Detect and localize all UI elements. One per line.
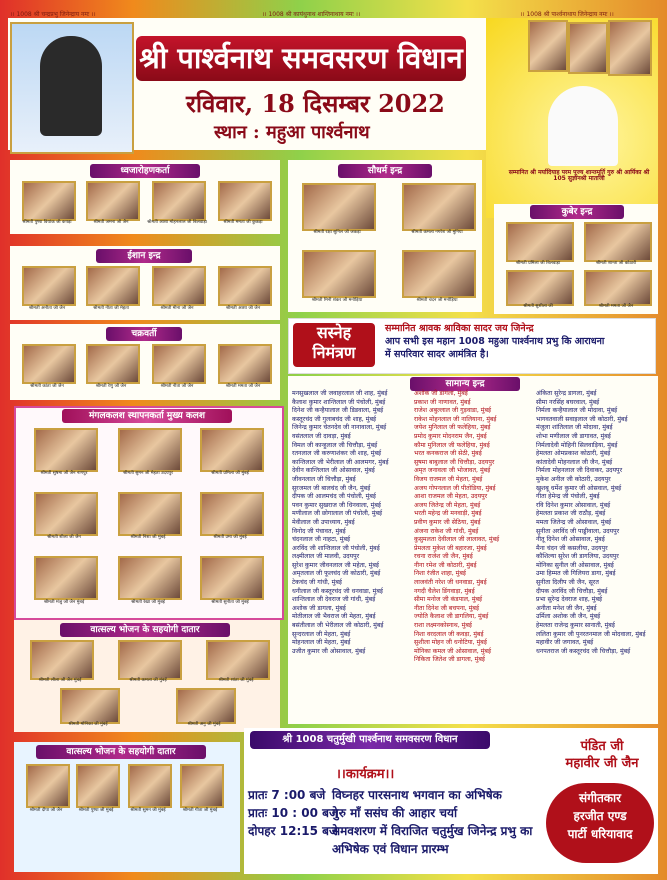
ch-photo-2	[86, 344, 140, 384]
samanya-list-item: मुकेश अनील जी कोठारी, उदयपुर	[536, 475, 611, 483]
blessing-text: सम्मानित श्री मर्यादियाह परम पूज्य शान्तमूर्ति गुरु श्री आर्यिका श्री 105 सुज्ञानश्री माताजी	[508, 169, 650, 182]
dh-photo-3	[152, 181, 206, 221]
program-row	[248, 804, 532, 822]
music-line-2: हरजीत एण्ड	[573, 809, 627, 823]
vb-caption-3: श्रीमती सुमन जी मुंबई	[130, 808, 166, 813]
ku-photo-1	[506, 222, 574, 262]
samanya-list-item: शान्तिलाल जी देवराज जी गांधी, मुंबई	[292, 596, 376, 604]
program-row	[248, 786, 532, 804]
ku-caption-3: श्रीमती सुशीला जी	[523, 304, 553, 309]
samanya-list-item: कौशिल्या सुरेश जी डागलिया, उदयपुर	[536, 553, 619, 561]
is-photo-3	[152, 266, 206, 306]
samanya-list-item: कुसुमलता देवीलाल जी लालावत, मुंबई	[414, 536, 500, 544]
samanya-list-item: कान्तिलाल जी भेरीलाल जी आलमगर, मुंबई	[292, 458, 389, 466]
samanya-list-item: मोहनलाल जी मेहता, मुंबई	[292, 639, 351, 647]
program-activity: समवशरण में विराजित चतुर्मुख जिनेन्द्र प्रभु का	[332, 824, 533, 838]
samanya-list-item: मोतीलाल जी भैवराज जी मेहता, मुंबई	[292, 613, 376, 621]
va-photo-4	[60, 688, 120, 724]
program-banner: श्री 1008 चतुर्मुखी पार्श्वनाथ समवसरण विधान	[250, 731, 490, 749]
vatsalya-banner-2: वात्सल्य भोजन के सहयोगी दातार	[36, 745, 206, 759]
invitation-text	[385, 322, 604, 361]
program-schedule	[248, 786, 532, 858]
va-caption-4: श्रीमती मोनिका जी मुंबई	[68, 722, 108, 727]
vb-photo-2	[76, 764, 120, 808]
event-title: श्री पार्श्वनाथ समवसरण विधान	[136, 36, 466, 81]
va-photo-5	[176, 688, 236, 724]
samanya-list-item: दिनेश जी कन्हैयालाल जी डिडवाला, मुंबई	[292, 407, 384, 415]
samanya-list-item: अजय जितेन्द्र जी मेहता, मुंबई	[414, 501, 481, 509]
samanya-list-item: शोभा मणीलाल जी डागावत, मुंबई	[536, 432, 611, 440]
samanya-list-item: ज्योति कैलाश जी डागलिया, मुंबई	[414, 613, 489, 621]
samanya-list-item: रवि दिनेश कुमार ओसावाल, मुंबई	[536, 501, 611, 509]
pandit-name	[552, 738, 652, 772]
invitation-line-2: आप सभी इस महान 1008 महुआ पार्श्वनाथ प्रभु कि आराधना	[385, 336, 605, 347]
samanya-list-item: चंदनलाल जी नाहटा, मुंबई	[292, 536, 351, 544]
va-caption-1: श्रीमती लीला जी जैन मुंबई	[38, 678, 82, 683]
left-invocation: ।। 1008 श्री चन्द्रप्रभु जिनेन्द्राय नमः ।।	[10, 11, 96, 18]
sa-caption-2: श्रीमती कमला नगरेश जी मुनिया	[411, 230, 463, 235]
samanya-list-item: सुरेश कुमार जीवनलाल जी महेता, मुंबई	[292, 561, 379, 569]
samanya-list-item: प्रकाश जी नाणावत, मुंबई	[414, 398, 471, 406]
ka-caption-3: श्रीमती प्रमिला जी मुंबई	[211, 471, 249, 476]
ch-caption-1: श्रीमती कांता जी जैन	[30, 384, 64, 389]
ch-caption-4: श्रीमती ममता जी जैन	[225, 384, 261, 389]
samanya-list-item: पवन कुमार सुखराज जी धिनवाला, मुंबई	[292, 501, 381, 509]
samanya-list-item: निशा वरदलाल जी कवड़ा, मुंबई	[414, 630, 484, 638]
ku-photo-2	[584, 222, 652, 262]
samanya-list-item: रचना राजेश जी जैन, मुंबई	[414, 553, 473, 561]
ku-caption-1: श्रीमती प्रमिला जी बिलवाड़ा	[515, 261, 561, 266]
samanya-list-item: उमा हिम्मत जी गिलियरा डागा, मुंबई	[536, 570, 616, 578]
sa-photo-1	[302, 183, 376, 231]
dh-caption-3: श्रीमती आशा मोहनलाल जी बिलवाड़ा	[147, 220, 207, 225]
kuber-banner: कुबेर इन्द्र	[530, 205, 624, 219]
ka-photo-4	[34, 492, 98, 536]
guru-photo-3	[608, 20, 652, 76]
sa-photo-2	[402, 183, 476, 231]
samanya-list-item: लक्ष्मीलाल जी मालवी, उदयपुर	[292, 553, 360, 561]
dh-photo-4	[218, 181, 272, 221]
ch-photo-4	[218, 344, 272, 384]
samanya-list-item: बसंतीलाल जी भेरीलाल जी कोठारी, मुंबई	[292, 622, 384, 630]
music-party-badge	[546, 783, 654, 863]
samanya-list-item: प्रभा सुरेन्द्र देवराज शाह, मुंबई	[536, 596, 603, 604]
is-photo-1	[22, 266, 76, 306]
ch-caption-2: श्रीमती रेणु जी जैन	[95, 384, 127, 389]
ka-photo-6	[200, 492, 264, 536]
ch-caption-3: श्रीमती नीता जी जैन	[160, 384, 194, 389]
samanya-list-item: निर्मला कन्हैयालाल जी मोदावा, मुंबई	[536, 407, 618, 415]
samanya-list-item: खुशबू धर्मेश कुमार जी ओसवाल, मुंबई	[536, 484, 622, 492]
samanya-list-item: महावीर जी जगावत, मुंबई	[536, 639, 594, 647]
invitation-box	[288, 318, 656, 374]
samanya-list-item: भागवतवाली सवाइलाल जी कोठारी, मुंबई	[536, 415, 628, 423]
samanya-list-item: सुनीता अरविंद जी पाड्डीवाला, उदयपुर	[536, 527, 620, 535]
samanya-list-item: प्रेमलता मुकेश जी बहारजा, मुंबई	[414, 544, 487, 552]
samanya-list-item: अमृत जनावला जी भोजावत, मुंबई	[414, 467, 491, 475]
samanya-list-item: अशोक जी डागला, मुंबई	[292, 604, 346, 612]
samanya-list-item: राशा लक्ष्मनकोस्नाथ, मुंबई	[414, 622, 472, 630]
ch-photo-3	[152, 344, 206, 384]
dh-caption-2: श्रीमती जमना जी जैन	[93, 220, 129, 225]
samanya-list-item: रतनलाल जी करुणाशंकर जी शाह, मुंबई	[292, 450, 382, 458]
ka-photo-5	[118, 492, 182, 536]
is-caption-2: श्रीमती नीता जी मेहता	[93, 306, 129, 311]
dh-caption-1: श्रीमती पुष्पा वियांक जी कपड़ा	[22, 220, 72, 225]
samanya-list-col-1	[292, 390, 389, 656]
samanya-list-item: नीतू दिनेश जी ओसावाल, मुंबई	[536, 536, 605, 544]
samanya-list-item: सुषमा बाबुलाल जी चित्तौड़ा, उदयपुर	[414, 458, 495, 466]
ka-photo-8	[118, 556, 182, 600]
samanya-list-item: वसंतलाल जी दावड़ा, मुंबई	[292, 432, 351, 440]
pandit-line-2: महावीर जी जैन	[565, 756, 639, 771]
samanya-list-item: नीना रमेश जी कोठारी, मुंबई	[414, 561, 477, 569]
va-caption-3: श्रीमती शांता जी मुंबई	[218, 678, 254, 683]
samanya-list-item: सुन्दरलाल जी मेहता, मुंबई	[292, 630, 351, 638]
samanya-list-item: निर्मला मोहनलाल जी दिवाकर, उदयपुर	[536, 467, 623, 475]
samanya-list-item: प्रवीण कुमार जी सेठिया, मुंबई	[414, 518, 481, 526]
program-activity: अभिषेक एवं विधान प्रारम्भ	[332, 842, 449, 856]
event-date: रविवार, 18 दिसम्बर 2022	[186, 89, 445, 118]
samanya-list-item: उर्मिला अशोक जी जैन, मुंबई	[536, 613, 601, 621]
sa-caption-1: श्रीमती रक्षा सुनिल जी जकड़ा	[313, 230, 361, 235]
invitation-line-3: में सपरिवार सादर आमंत्रित है।	[385, 349, 489, 360]
samanya-list-item: मोनिका कमल जी ओसावाल, मुंबई	[414, 647, 491, 655]
is-photo-4	[218, 266, 272, 306]
guru-photo-2	[568, 22, 608, 74]
vb-caption-4: श्रीमती गीता जी मुंबई	[182, 808, 218, 813]
ka-photo-1	[34, 428, 98, 472]
va-caption-5: श्रीमती अनु जी मुंबई	[187, 722, 221, 727]
center-invocation: ।। 1008 श्री कायंथुनाथ शान्तिनाथाय नमः ।।	[262, 11, 361, 18]
ka-caption-8: श्रीमती रेखा जी मुंबई	[131, 600, 165, 605]
samanya-list-item: मनसुखलाल जी जवाहरलाल जी शाह, मुंबई	[292, 390, 388, 397]
vb-photo-3	[128, 764, 172, 808]
samanya-list-item: कांतादेवी मोहनलाल जी जैन, मुंबई	[536, 458, 613, 466]
va-photo-1	[30, 640, 94, 680]
invitation-tag: सस्नेह निमंत्रण	[293, 323, 375, 367]
samanya-list-item: धनपतराज जी कस्तूरचंद जी चित्तौड़ा, मुंबई	[536, 647, 631, 655]
samanya-list-item: अमृतलाल जी फूलचंद जी कोठारी, मुंबई	[292, 570, 381, 578]
samanya-list-item: कैलाश कुमार शान्तिलाल जी पंचोली, मुंबई	[292, 398, 386, 406]
program-time: प्रातः 10 : 00 बजे	[248, 806, 338, 820]
samanya-list-col-2	[414, 390, 499, 665]
samanya-list-item: विजय राजमल जी मेहता, मुंबई	[414, 475, 483, 483]
samanya-list-item: विनोद जी पंचावत, मुंबई	[292, 527, 346, 535]
vb-photo-4	[180, 764, 224, 808]
samanya-list-item: कौमा मुनिलाल जी फलेहिया, मुंबई	[414, 441, 490, 449]
ishan-banner: ईशान इन्द्र	[96, 249, 192, 263]
ku-photo-3	[506, 270, 574, 306]
vatsalya-banner-1: वात्सल्य भोजन के सहयोगी दातार	[60, 623, 230, 637]
samanya-list-item: सुरजमल जी बालचंद जी जैन, मुंबई	[292, 484, 371, 492]
sa-photo-4	[402, 250, 476, 298]
samanya-list-item: अशोक जी डागला, मुंबई	[414, 390, 468, 397]
ka-photo-7	[34, 556, 98, 600]
samanya-list-item: निकिता जितेश जी डागला, मुंबई	[414, 656, 485, 664]
ka-caption-6: श्रीमती उमा जी मुंबई	[213, 535, 247, 540]
samanya-list-item: प्रमोद कुमार मोदनराम जैन, मुंबई	[414, 432, 487, 440]
samanya-list-item: जिनेन्द्र कुमार चेतनदेव जी नानावाला, मुंबई	[292, 424, 387, 432]
right-invocation: ।। 1008 श्री पार्श्वनाथाय जिनेन्द्राय नमः ।।	[520, 11, 614, 18]
samanya-list-item: गीता हेमेन्द्र जी पंचोली, मुंबई	[536, 493, 600, 501]
ka-caption-7: श्रीमती मंजु जी जैन मुंबई	[43, 600, 85, 605]
samanya-list-item: भरत कनकराज जी सेठी, मुंबई	[414, 450, 482, 458]
samanya-list-item: सीमा मनोज जी कंडपाल, मुंबई	[414, 596, 483, 604]
samanya-list-item: मोनिका सुनील जी ओसावाल, मुंबई	[536, 561, 614, 569]
samanya-list-item: आशा राजमल जी मेहता, उदयपुर	[414, 493, 488, 501]
invitation-line-1: सम्मानित श्रावक श्राविका सादर जय जिनेन्द्र	[385, 323, 534, 334]
va-photo-2	[118, 640, 182, 680]
samanya-list-item: हेमलता ओमप्रकाश कोठारी, मुंबई	[536, 450, 611, 458]
ch-photo-1	[22, 344, 76, 384]
ka-photo-3	[200, 428, 264, 472]
program-activity: गुरु माँ ससंघ की आहार चर्या	[332, 806, 458, 820]
kalash-banner: मंगलकलश स्थापनकर्ता मुख्य कलश	[62, 409, 232, 423]
chakravarti-banner: चक्रवर्ती	[106, 327, 182, 341]
samanya-list-item: मणीलाल जी छोगालाल जी पंचोली, मुंबई	[292, 510, 383, 518]
music-line-1: संगीतकार	[578, 791, 622, 805]
samanya-list-item: धनीलाल जी कस्तूरचंद जी धनवाडा, मुंबई	[292, 587, 383, 595]
ka-photo-9	[200, 556, 264, 600]
samanya-list-item: मेवीलाल जी उपाध्याय, मुंबई	[292, 518, 355, 526]
dh-photo-2	[86, 181, 140, 221]
vb-caption-2: श्रीमती पुष्पा जी मुंबई	[78, 808, 114, 813]
dh-caption-4: श्रीमती ममता जी कुकड़ा	[223, 220, 263, 225]
program-row	[248, 840, 532, 858]
samanya-list-item: अनीता मनेश जी जैन, मुंबई	[536, 604, 597, 612]
ka-caption-4: श्रीमती शीला जी जैन	[47, 535, 81, 540]
va-photo-3	[206, 640, 270, 680]
saudharm-banner: सौधर्म इन्द्र	[338, 164, 432, 178]
program-activity: विघ्नहर पारसनाथ भगवान का अभिषेक	[332, 788, 502, 802]
program-heading: ।।कार्यक्रम।।	[336, 767, 395, 782]
samanya-list-item: अंजना राकेश जी गांधी, मुंबई	[414, 527, 479, 535]
vb-photo-1	[26, 764, 70, 808]
samanya-list-item: जयेश मुनिलाल जी फलेहिया, मुंबई	[414, 424, 491, 432]
ka-caption-1: श्रीमती सुषमा जी जैन नागपुर	[40, 471, 88, 476]
samanya-list-item: हेमलता प्रकाश जी राठौड़, मुंबई	[536, 510, 606, 518]
samanya-list-item: निर्मलादेवी मोहिनी सिलवाड़िया, मुंबई	[536, 441, 618, 449]
samanya-list-item: ललिता कुमार जी पुनरतनमाल जी मोदवाला, मुंबई	[536, 630, 646, 638]
samanya-list-item: सीमा नरसिंह बघरवाल, मुंबई	[536, 398, 600, 406]
samanya-list-item: टेकचंद जी गांधी, मुंबई	[292, 579, 342, 587]
mataji-photo	[548, 86, 618, 166]
sa-caption-3: श्रीमती मिनी शंकर जी मनोड़िया	[311, 298, 363, 303]
samanya-list-item: उजीत कुमार जी ओसावाल, मुंबई	[292, 647, 366, 655]
ka-caption-9: श्रीमती सुनीता जी मुंबई	[211, 600, 249, 605]
is-caption-3: श्रीमती मीना जी जैन	[160, 306, 194, 311]
deity-image	[10, 22, 134, 154]
ku-caption-4: श्रीमती ममता जी जैन	[598, 304, 634, 309]
samanya-list-item: अजय गोपनलाल जी पीतोडिया, मुंबई	[414, 484, 496, 492]
samanya-list-item: राजेश अबुल्लाल जी गुड़वाडा, मुंबई	[414, 407, 492, 415]
ka-caption-2: श्रीमती सुमन जी मेहता उदयपुर	[123, 471, 173, 476]
samanya-list-item: राकेश मोहनलाल जी नालियाना, मुंबई	[414, 415, 497, 423]
samanya-list-item: मंजुला शांतिलाल जी मोदावा, मुंबई	[536, 424, 613, 432]
dh-photo-1	[22, 181, 76, 221]
vb-caption-1: श्रीमती दीपा जी जैन	[29, 808, 63, 813]
guru-photo-1	[528, 20, 568, 72]
dhwajarohan-banner: ध्वजारोहणकर्ता	[90, 164, 200, 178]
samanya-list-item: हेमलता राजेन्द्र कुमार सानाती, मुंबई	[536, 622, 615, 630]
samanya-list-item: सुशीला मोहन जी धनोटिया, मुंबई	[414, 639, 487, 647]
samanya-list-item: दीपक जी आलमचंद जी पंचोली, मुंबई	[292, 493, 376, 501]
program-row	[248, 822, 532, 840]
samanya-list-item: सुनीता दिलीप जी जैन, सूरत	[536, 579, 599, 587]
samanya-list-item: कस्तूरचंद जी गुलाबचंद जी शाह, मुंबई	[292, 415, 377, 423]
music-line-3: पार्टी धरियावाद	[567, 827, 633, 841]
program-time: दोपहर 12:15 बजे	[248, 824, 338, 838]
va-caption-2: श्रीमती कमला जी मुंबई	[129, 678, 167, 683]
pandit-line-1: पंडित जी	[580, 739, 624, 754]
samanya-list-item: लाजवंती नरेश जी धनवाडा, मुंबई	[414, 579, 487, 587]
event-venue: स्थान : महुआ पार्श्वनाथ	[214, 122, 370, 143]
sa-caption-4: श्रीमती चंदन जी मनोड़िया	[416, 298, 458, 303]
ka-caption-5: श्रीमती निशा जी मुंबई	[130, 535, 166, 540]
samanya-list-item: जीवनलाल जी चित्तौड़ा, मुंबई	[292, 475, 356, 483]
samanya-list-item: अंकिता सुरेन्द्र डागला, मुंबई	[536, 390, 597, 397]
samanya-list-item: मैना चंदन जी कसलीया, उदयपुर	[536, 544, 608, 552]
is-caption-1: श्रीमती अनीता जी जैन	[28, 306, 66, 311]
is-photo-2	[86, 266, 140, 306]
sa-photo-3	[302, 250, 376, 298]
samanya-list-item: भरती महेन्द्र जी मनवाड़ी, मुंबई	[414, 510, 482, 518]
samanya-list-col-3	[536, 390, 646, 656]
ku-photo-4	[584, 270, 652, 306]
ka-photo-2	[118, 428, 182, 472]
samanya-list-item: अरविंद जी शान्तिलाल जी पंचोली, मुंबई	[292, 544, 380, 552]
program-time: प्रातः 7 :00 बजे	[248, 788, 326, 802]
samanya-list-item: ममता जितेन्द्र जी ओसावाल, मुंबई	[536, 518, 612, 526]
ku-caption-2: श्रीमती शान्ता जी कोठारी	[595, 261, 637, 266]
samanya-banner: सामान्य इन्द्र	[410, 377, 520, 391]
samanya-list-item: दीपक अरविंद जी चित्तौड़ा, मुंबई	[536, 587, 608, 595]
samanya-list-item: नगदी चैलेश डिंगवाड़ा, मुंबई	[414, 587, 475, 595]
samanya-list-item: विमल जी कान्हुलाल जी चित्तौड़ा, मुंबई	[292, 441, 378, 449]
samanya-list-item: नीता दिनेश जी बचपना, मुंबई	[414, 604, 480, 612]
program-time	[248, 840, 332, 858]
samanya-list-item: देवीन कान्तिलाल जी ओसावाल, मुंबई	[292, 467, 375, 475]
is-caption-4: श्रीमती आशा जी जैन	[225, 306, 261, 311]
samanya-list-item: निशा रंजीत शाहा, मुंबई	[414, 570, 466, 578]
